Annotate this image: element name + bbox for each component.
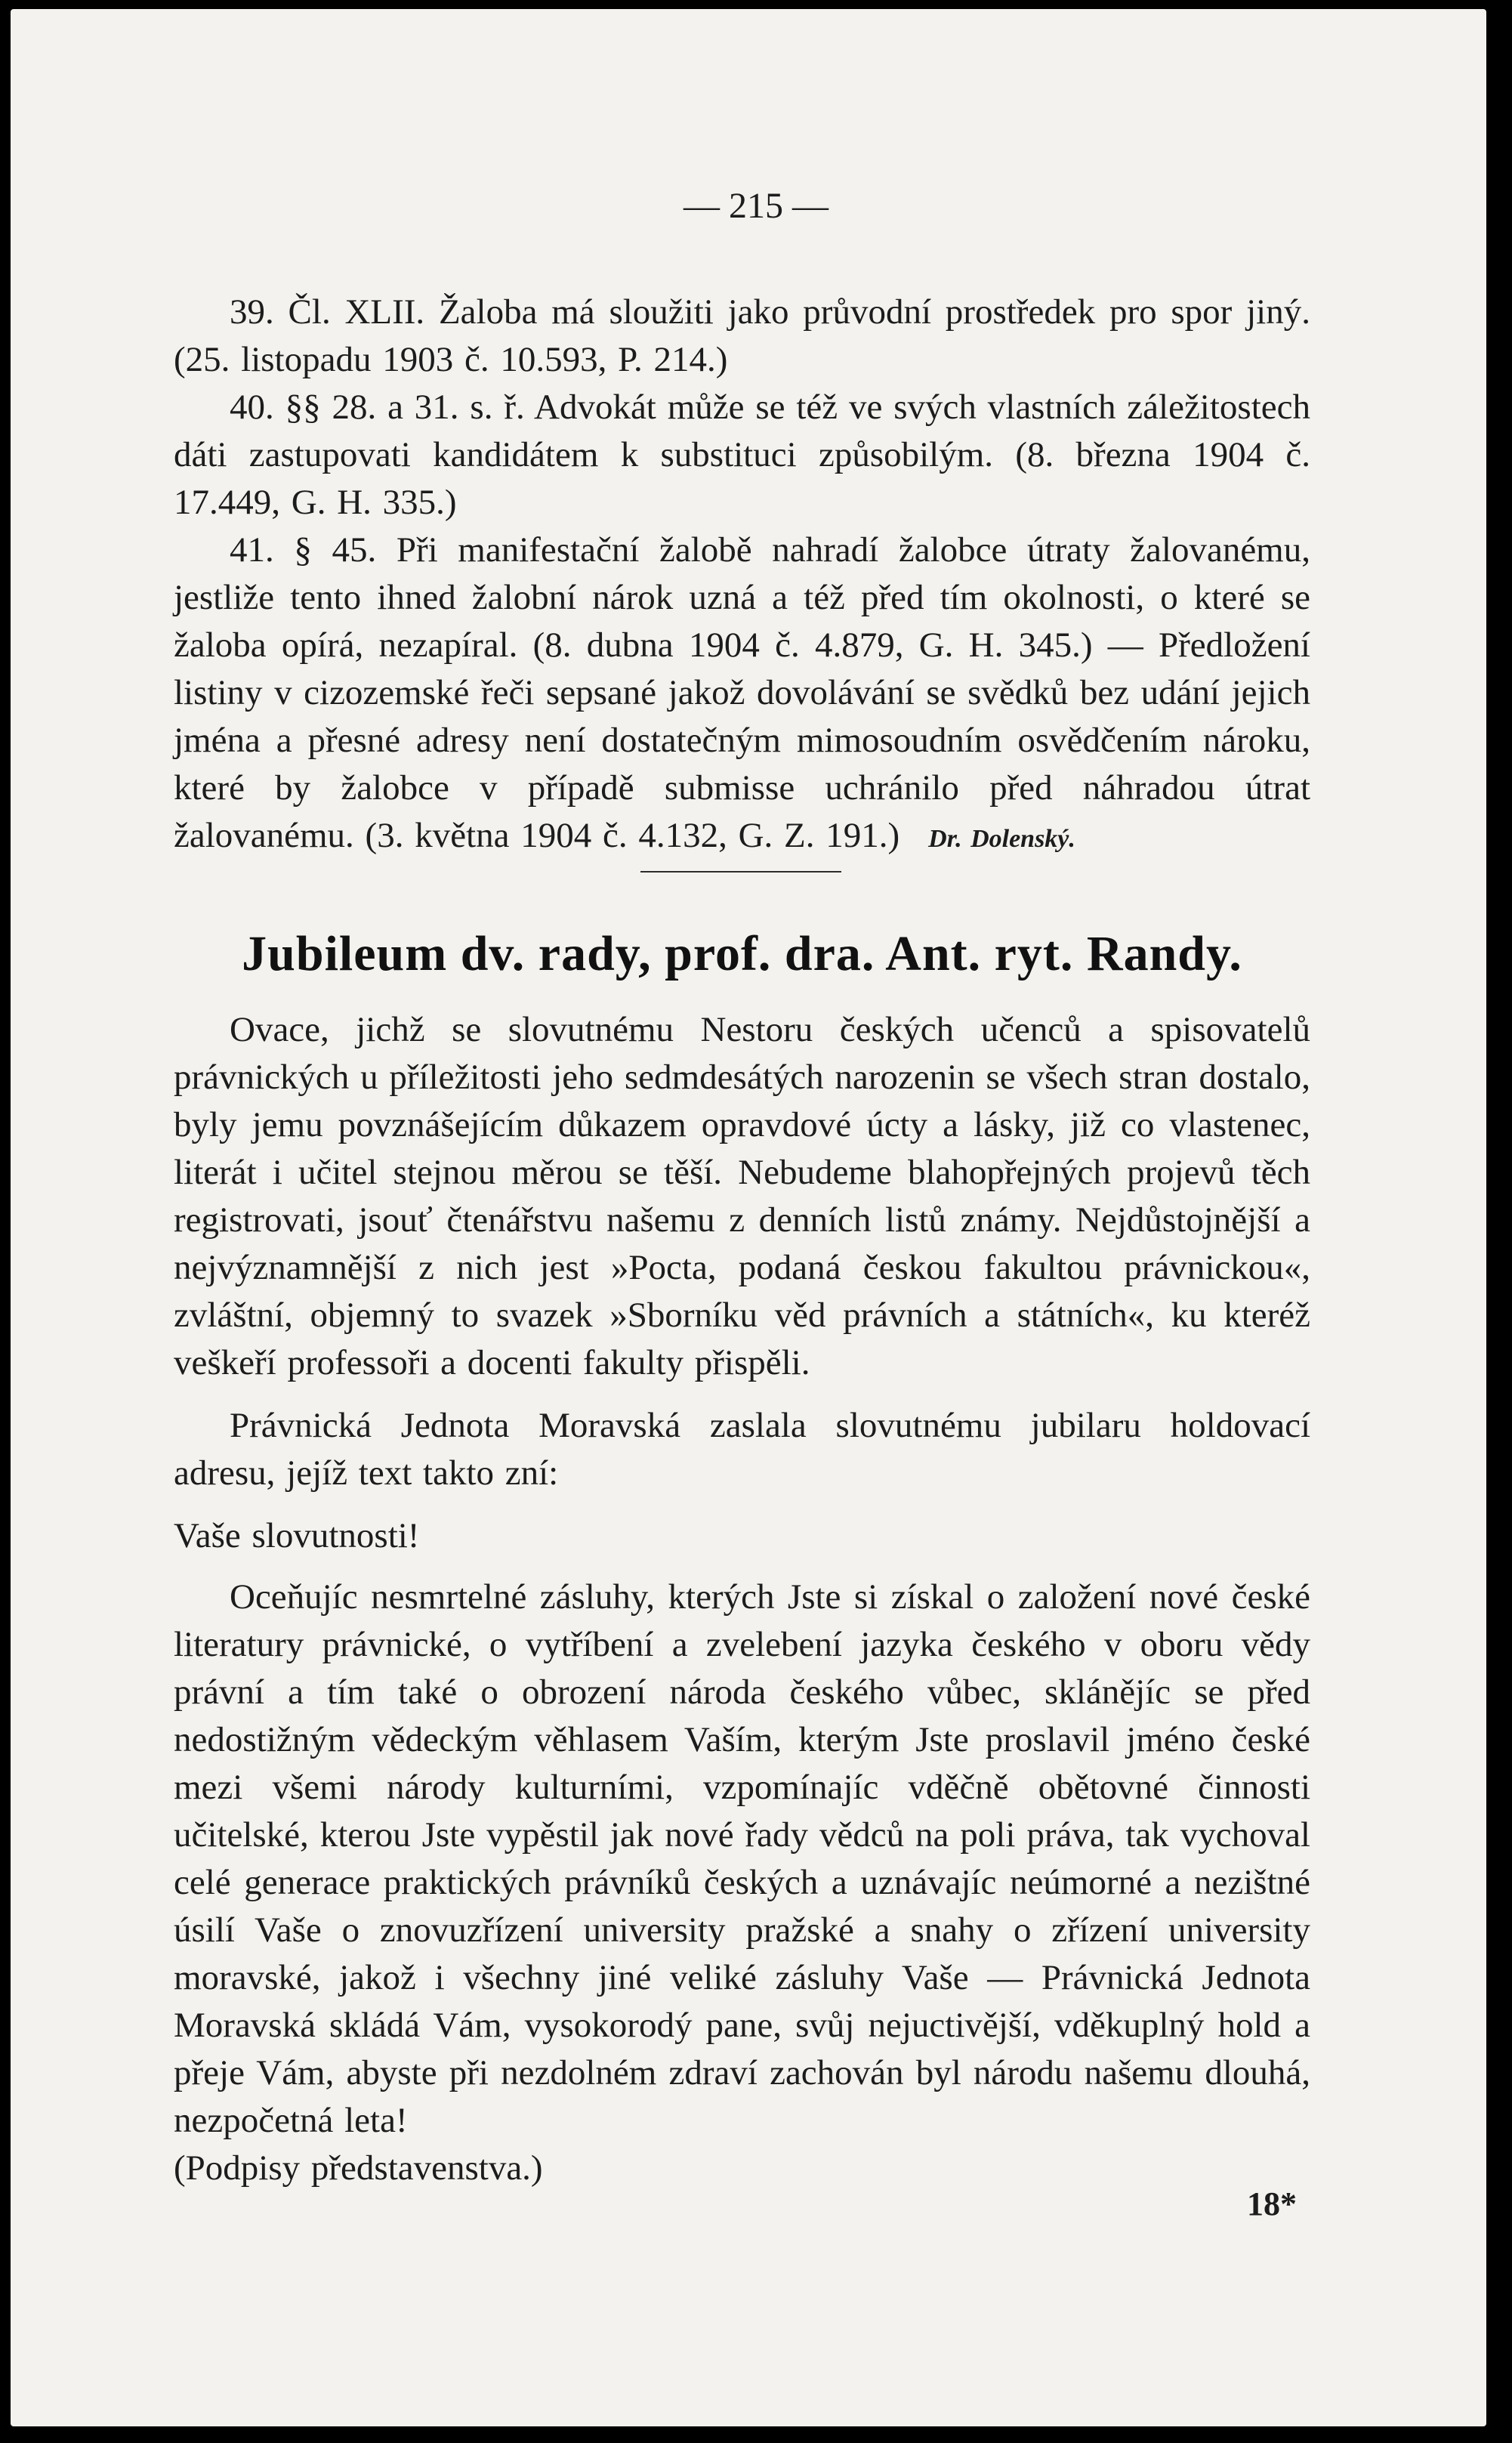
- article-paragraph-2: Právnická Jednota Moravská zaslala slovutnému jubilaru holdovací adresu, jejíž text takto zní:: [174, 1406, 1310, 1493]
- signature-mark: 18*: [1247, 2185, 1297, 2222]
- article-body: [174, 1006, 1310, 2192]
- section-divider: [640, 871, 841, 872]
- article-title: Jubileum dv. rady, prof. dra. Ant. ryt. Randy.: [242, 926, 1242, 981]
- address-text: Oceňujíc nesmrtelné zásluhy, kterých Jste si získal o založení nové české literatury právnické, o vytříbení a zvelebení jazyka českého v oboru vědy právní a tím také o obrození národa českého vůbec, sklánějíc se před nedostižným vědeckým věhlasem Vaším, kterým Jste proslavil jméno české mezi všemi národy kulturními, vzpomínajíc vděčně obětovné činnosti učitelské, kterou Jste vypěstil jak nové řady vědců na poli práva, tak vychoval celé generace praktických právníků českých a uznávajíc neúmorné a nezištné úsilí Vaše o znovuzřízení university pražské a snahy o zřízení university moravské, jakož i všechny jiné veliké zásluhy Vaše — Právnická Jednota Moravská skládá Vám, vysokorodý pane, svůj nejuctivější, vděkuplný hold a přeje Vám, abyste při nezdolném zdraví zachován byl národu našemu dlouhá, nezpočetná leta!: [174, 1577, 1310, 2140]
- article-paragraph-1: Ovace, jichž se slovutnému Nestoru českých učenců a spisovatelů právnických u příležitosti jeho sedmdesátých narozenin se všech stran dostalo, byly jemu povznášejícím důkazem opravdové úcty a lásky, již co vlastenec, literát i učitel stejnou měrou se těší. Nebudeme blahopřejných projevů těch registrovati, jsouť čtenářstvu našemu z denních listů známy. Nejdůstojnější a nejvýznamnější z nich jest »Pocta, podaná českou fakultou právnickou«, zvláštní, objemný to svazek »Sborníku věd právních a státních«, ku kteréž veškeří professoři a docenti fakulty přispěli.: [174, 1010, 1310, 1382]
- author-signature: Dr. Dolenský.: [928, 825, 1075, 853]
- decision-40-text: 40. §§ 28. a 31. s. ř. Advokát může se též ve svých vlastních záležitostech dáti zastupovati kandidátem k substituci způsobilým. (8. března 1904 č. 17.449, G. H. 335.): [174, 388, 1310, 522]
- address-closing: (Podpisy představenstva.): [174, 2148, 543, 2188]
- address-salutation: Vaše slovutnosti!: [174, 1516, 420, 1555]
- decision-39-text: 39. Čl. XLII. Žaloba má sloužiti jako průvodní prostředek pro spor jiný. (25. listopadu 1903 č. 10.593, P. 214.): [174, 292, 1310, 379]
- decision-39: [174, 289, 1310, 384]
- decision-41-text: 41. § 45. Při manifestační žalobě nahradí žalobce útraty žalovanému, jestliže tento ihned žalobní nárok uzná a též před tím okolnosti, o které se žaloba opírá, nezapíral. (8. dubna 1904 č. 4.879, G. H. 345.) — Předložení listiny v cizozemské řeči sepsané jakož dovolávání se svědků bez udání jejich jména a přesné adresy není dostatečným mimosoudním osvědčením nároku, které by žalobce v případě submisse uchránilo před náhradou útrat žalovanému. (3. května 1904 č. 4.132, G. Z. 191.): [174, 530, 1310, 855]
- decisions-section: [174, 289, 1310, 863]
- decision-40: [174, 384, 1310, 527]
- decision-41: [174, 527, 1310, 863]
- page-number: — 215 —: [683, 186, 829, 226]
